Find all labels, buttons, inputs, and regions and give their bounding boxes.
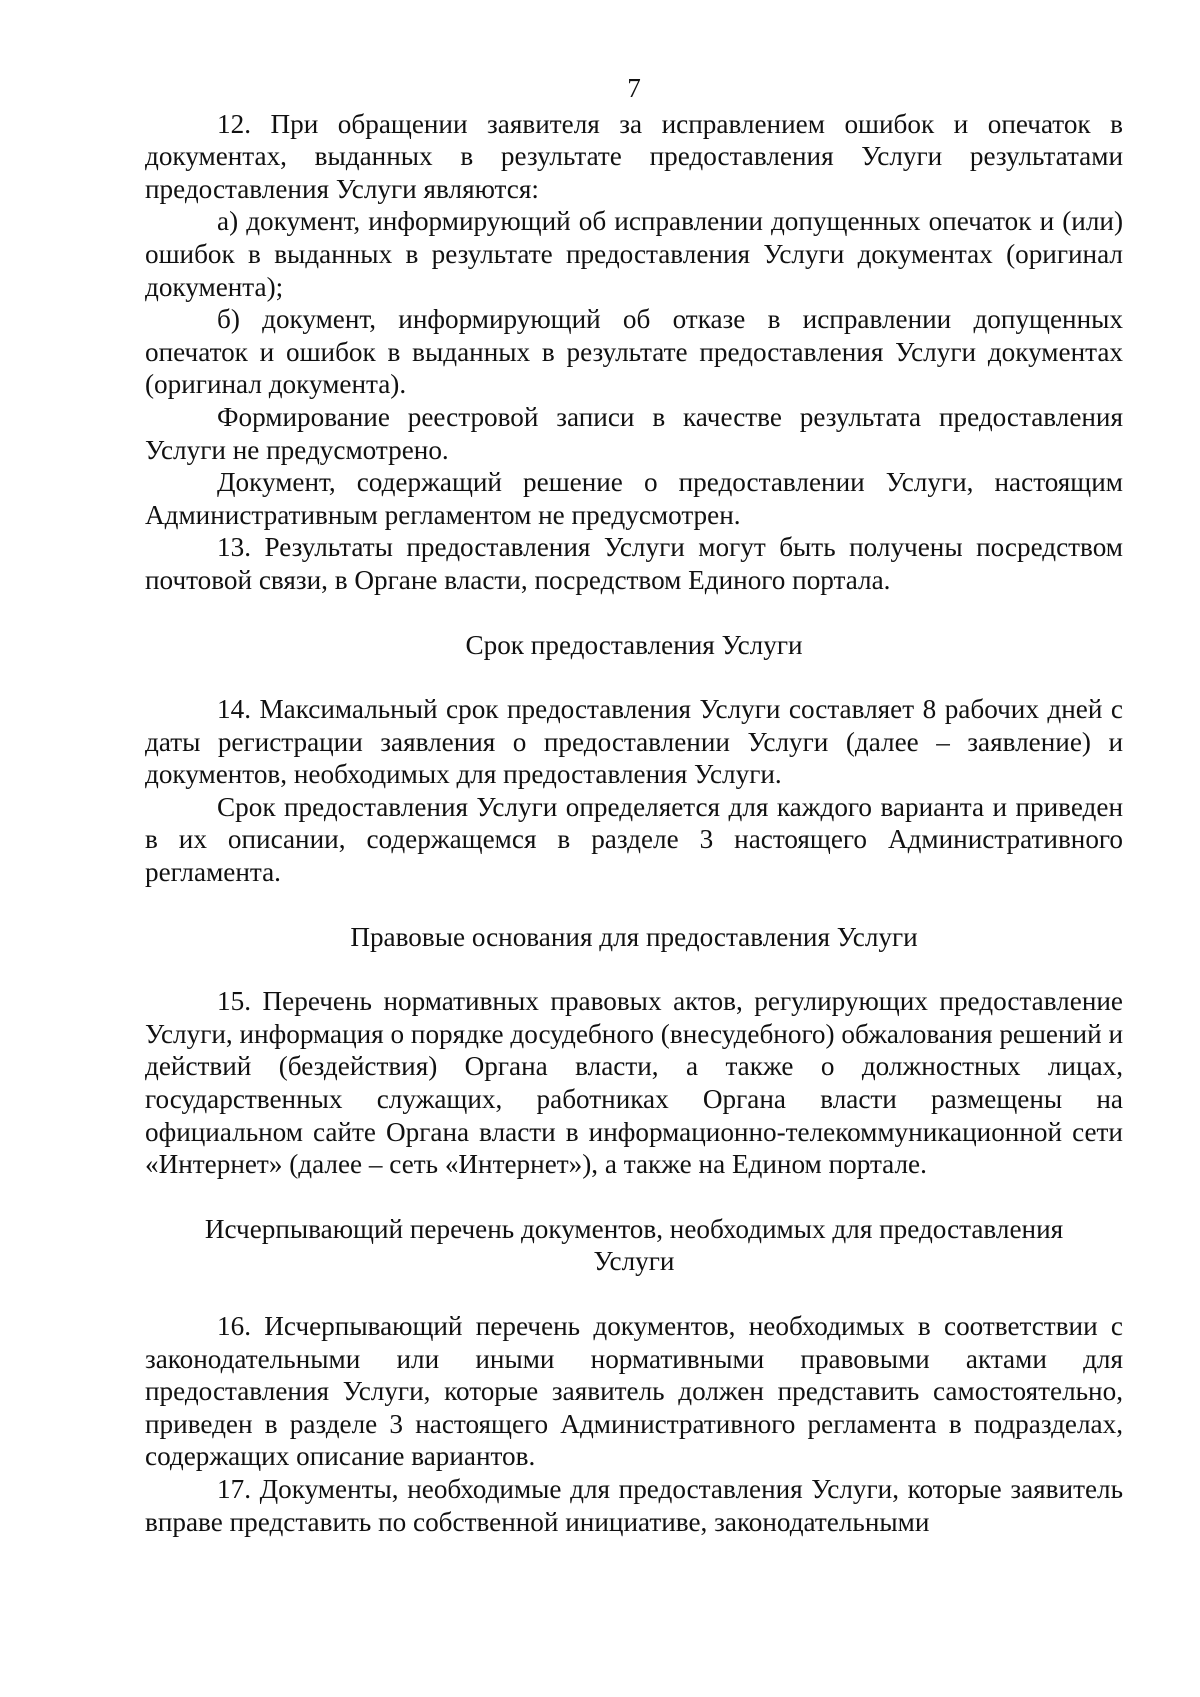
heading-documents-list: Исчерпывающий перечень документов, необходимых для предоставления Услуги [204, 1213, 1064, 1277]
document-page [145, 72, 1123, 1538]
paragraph-12-a: а) документ, информирующий об исправлении допущенных опечаток и (или) ошибок в выданных в результате предоставления Услуги документах (оригинал документа); [145, 206, 1123, 302]
paragraph-12-registry: Формирование реестровой записи в качестве результата предоставления Услуги не предусмотрено. [145, 401, 1123, 465]
paragraph-12-decision: Документ, содержащий решение о предоставлении Услуги, настоящим Административным регламентом не предусмотрен. [145, 467, 1123, 530]
paragraph-14: 14. Максимальный срок предоставления Услуги составляет 8 рабочих дней с даты регистрации заявления о предоставлении Услуги (далее – заявление) и документов, необходимых для предоставления Услуги. [145, 694, 1123, 790]
paragraph-16: 16. Исчерпывающий перечень документов, необходимых в соответствии с законодательными или иными нормативными правовыми актами для предоставления Услуги, которые заявитель должен представить самостоятельно, приведен в разделе 3 настоящего Административного регламента в подразделах, содержащих описание вариантов. [145, 1311, 1123, 1472]
paragraph-13: 13. Результаты предоставления Услуги могут быть получены посредством почтовой связи, в Органе власти, посредством Единого портала. [145, 532, 1123, 595]
paragraph-14-term: Срок предоставления Услуги определяется для каждого варианта и приведен в их описании, содержащемся в разделе 3 настоящего Административного регламента. [145, 791, 1123, 888]
paragraph-15: 15. Перечень нормативных правовых актов, регулирующих предоставление Услуги, информация о порядке досудебного (внесудебного) обжалования решений и действий (бездействия) Органа власти, а также о должностных лицах, государственных служащих, работниках Органа власти размещены на официальном сайте Органа власти в информационно-телекоммуникационной сети «Интернет» (далее – сеть «Интернет»), а также на Едином портале. [145, 986, 1123, 1180]
heading-legal-basis: Правовые основания для предоставления Услуги [350, 921, 918, 952]
paragraph-12-b: б) документ, информирующий об отказе в исправлении допущенных опечаток и ошибок в выданных в результате предоставления Услуги документах (оригинал документа). [145, 304, 1123, 400]
paragraph-12: 12. При обращении заявителя за исправлением ошибок и опечаток в документах, выданных в результате предоставления Услуги результатами предоставления Услуги являются: [145, 108, 1123, 204]
page-number: 7 [627, 73, 641, 103]
heading-service-term: Срок предоставления Услуги [465, 629, 803, 660]
paragraph-17: 17. Документы, необходимые для предоставления Услуги, которые заявитель вправе представить по собственной инициативе, законодательными [145, 1473, 1123, 1537]
